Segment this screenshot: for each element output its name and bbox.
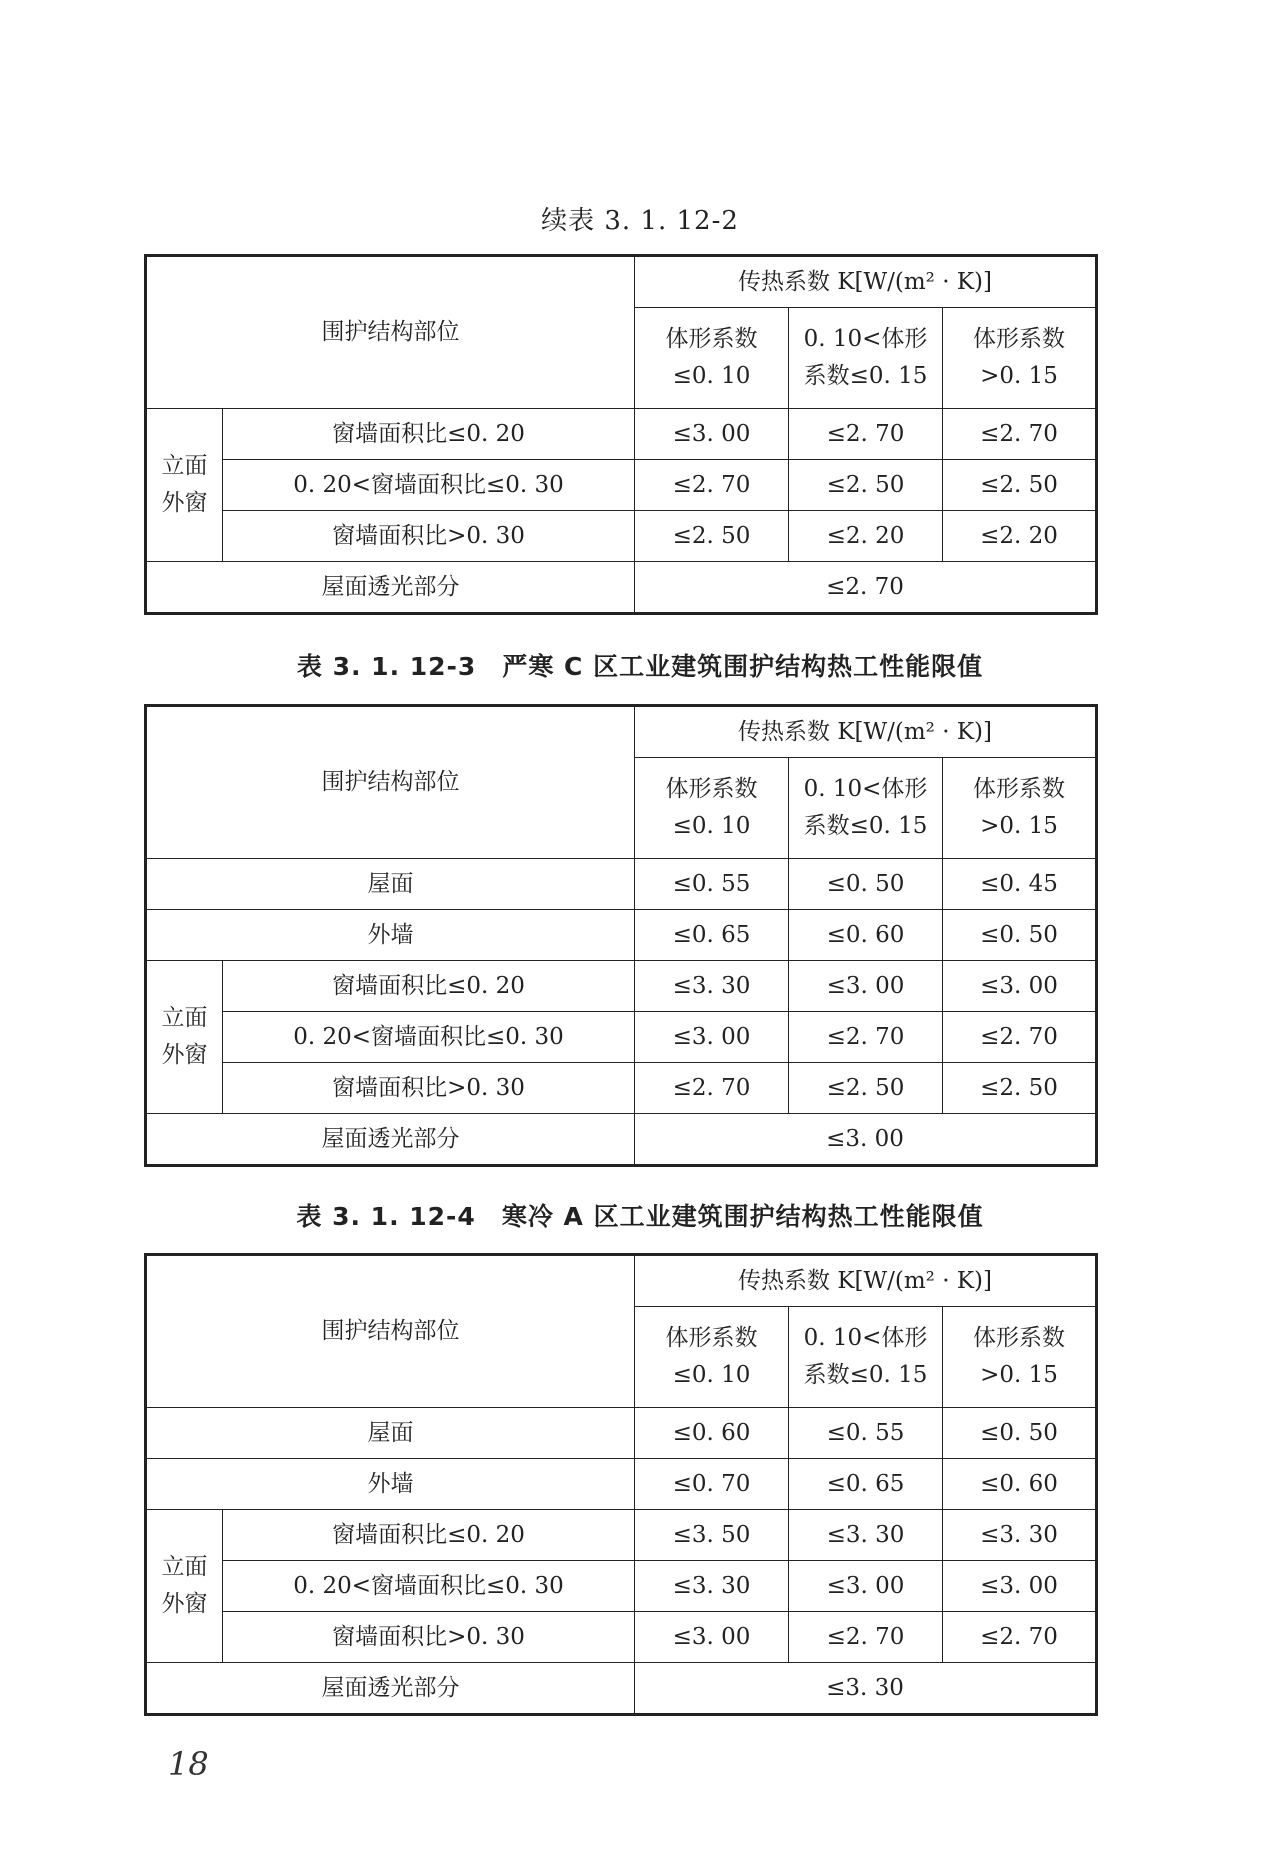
cell-value: ≤2. 50 <box>635 511 789 562</box>
table-row <box>146 511 1097 562</box>
row-label: 窗墙面积比>0. 30 <box>223 1063 635 1114</box>
row-label: 窗墙面积比≤0. 20 <box>223 409 635 460</box>
cell-value: ≤2. 70 <box>789 409 943 460</box>
cell-value: ≤2. 70 <box>635 460 789 511</box>
table-row <box>146 1510 1097 1561</box>
row-label: 0. 20<窗墙面积比≤0. 30 <box>223 460 635 511</box>
cell-value: ≤0. 60 <box>789 910 943 961</box>
row-label: 屋面 <box>146 859 635 910</box>
row-label: 外墙 <box>146 910 635 961</box>
cell-value: ≤3. 30 <box>635 961 789 1012</box>
table-row <box>146 1663 1097 1715</box>
table-3-1-12-3 <box>144 704 1098 1167</box>
row-label: 屋面透光部分 <box>146 1663 635 1715</box>
table-row <box>146 1612 1097 1663</box>
header-heat-transfer-coefficient: 传热系数 K[W/(m² · K)] <box>635 1255 1097 1307</box>
cell-value: ≤2. 70 <box>635 562 1097 614</box>
row-label: 屋面透光部分 <box>146 1114 635 1166</box>
row-label: 屋面 <box>146 1408 635 1459</box>
row-label: 窗墙面积比>0. 30 <box>223 511 635 562</box>
cell-value: ≤0. 50 <box>943 1408 1097 1459</box>
table-caption-3-1-12-4: 表 3. 1. 12-4 寒冷 A 区工业建筑围护结构热工性能限值 <box>296 1202 984 1231</box>
row-label: 外墙 <box>146 1459 635 1510</box>
table-caption-3-1-12-3: 表 3. 1. 12-3 严寒 C 区工业建筑围护结构热工性能限值 <box>296 652 984 681</box>
cell-value: ≤2. 70 <box>943 1012 1097 1063</box>
cell-value: ≤2. 50 <box>789 460 943 511</box>
cell-value: ≤3. 00 <box>943 1561 1097 1612</box>
header-shape-col-2: 0. 10<体形 系数≤0. 15 <box>789 758 943 859</box>
table-row <box>146 1561 1097 1612</box>
cell-value: ≤3. 30 <box>635 1561 789 1612</box>
cell-value: ≤2. 20 <box>789 511 943 562</box>
table-row <box>146 562 1097 614</box>
cell-value: ≤2. 70 <box>789 1012 943 1063</box>
table-row <box>146 409 1097 460</box>
table-row <box>146 910 1097 961</box>
table-row <box>146 961 1097 1012</box>
continued-table-caption: 续表 3. 1. 12-2 <box>541 206 739 236</box>
cell-value: ≤0. 60 <box>943 1459 1097 1510</box>
cell-value: ≤2. 50 <box>943 1063 1097 1114</box>
page-number: 18 <box>168 1745 209 1783</box>
header-shape-col-3: 体形系数 >0. 15 <box>943 308 1097 409</box>
table-row <box>146 1408 1097 1459</box>
cell-value: ≤0. 70 <box>635 1459 789 1510</box>
cell-value: ≤2. 70 <box>789 1612 943 1663</box>
cell-value: ≤3. 00 <box>789 1561 943 1612</box>
header-shape-col-3: 体形系数 >0. 15 <box>943 1307 1097 1408</box>
cell-value: ≤3. 30 <box>943 1510 1097 1561</box>
cell-value: ≤2. 70 <box>943 1612 1097 1663</box>
row-label: 窗墙面积比>0. 30 <box>223 1612 635 1663</box>
cell-value: ≤3. 00 <box>635 1012 789 1063</box>
window-group-label: 立面 外窗 <box>146 1510 223 1663</box>
cell-value: ≤3. 30 <box>789 1510 943 1561</box>
cell-value: ≤3. 30 <box>635 1663 1097 1715</box>
cell-value: ≤3. 00 <box>789 961 943 1012</box>
header-envelope-part: 围护结构部位 <box>146 256 635 409</box>
header-shape-col-2: 0. 10<体形 系数≤0. 15 <box>789 308 943 409</box>
header-envelope-part: 围护结构部位 <box>146 1255 635 1408</box>
table-3-1-12-2-continued <box>144 254 1098 615</box>
table-row <box>146 460 1097 511</box>
header-shape-col-1: 体形系数 ≤0. 10 <box>635 308 789 409</box>
cell-value: ≤3. 00 <box>635 409 789 460</box>
cell-value: ≤2. 20 <box>943 511 1097 562</box>
cell-value: ≤3. 00 <box>635 1114 1097 1166</box>
cell-value: ≤0. 50 <box>943 910 1097 961</box>
cell-value: ≤0. 55 <box>789 1408 943 1459</box>
cell-value: ≤2. 50 <box>789 1063 943 1114</box>
table-row <box>146 859 1097 910</box>
table-row <box>146 1114 1097 1166</box>
row-label: 窗墙面积比≤0. 20 <box>223 961 635 1012</box>
header-shape-col-1: 体形系数 ≤0. 10 <box>635 1307 789 1408</box>
window-group-label: 立面 外窗 <box>146 961 223 1114</box>
table-row <box>146 1063 1097 1114</box>
cell-value: ≤2. 50 <box>943 460 1097 511</box>
header-shape-col-2: 0. 10<体形 系数≤0. 15 <box>789 1307 943 1408</box>
header-heat-transfer-coefficient: 传热系数 K[W/(m² · K)] <box>635 706 1097 758</box>
cell-value: ≤3. 00 <box>943 961 1097 1012</box>
cell-value: ≤0. 45 <box>943 859 1097 910</box>
row-label: 屋面透光部分 <box>146 562 635 614</box>
row-label: 0. 20<窗墙面积比≤0. 30 <box>223 1012 635 1063</box>
cell-value: ≤2. 70 <box>635 1063 789 1114</box>
header-envelope-part: 围护结构部位 <box>146 706 635 859</box>
cell-value: ≤3. 50 <box>635 1510 789 1561</box>
cell-value: ≤0. 60 <box>635 1408 789 1459</box>
table-3-1-12-4 <box>144 1253 1098 1716</box>
table-row <box>146 1012 1097 1063</box>
cell-value: ≤2. 70 <box>943 409 1097 460</box>
cell-value: ≤0. 50 <box>789 859 943 910</box>
header-shape-col-1: 体形系数 ≤0. 10 <box>635 758 789 859</box>
row-label: 0. 20<窗墙面积比≤0. 30 <box>223 1561 635 1612</box>
table-row <box>146 1459 1097 1510</box>
row-label: 窗墙面积比≤0. 20 <box>223 1510 635 1561</box>
window-group-label: 立面 外窗 <box>146 409 223 562</box>
header-heat-transfer-coefficient: 传热系数 K[W/(m² · K)] <box>635 256 1097 308</box>
header-shape-col-3: 体形系数 >0. 15 <box>943 758 1097 859</box>
cell-value: ≤0. 65 <box>635 910 789 961</box>
cell-value: ≤0. 55 <box>635 859 789 910</box>
cell-value: ≤0. 65 <box>789 1459 943 1510</box>
cell-value: ≤3. 00 <box>635 1612 789 1663</box>
